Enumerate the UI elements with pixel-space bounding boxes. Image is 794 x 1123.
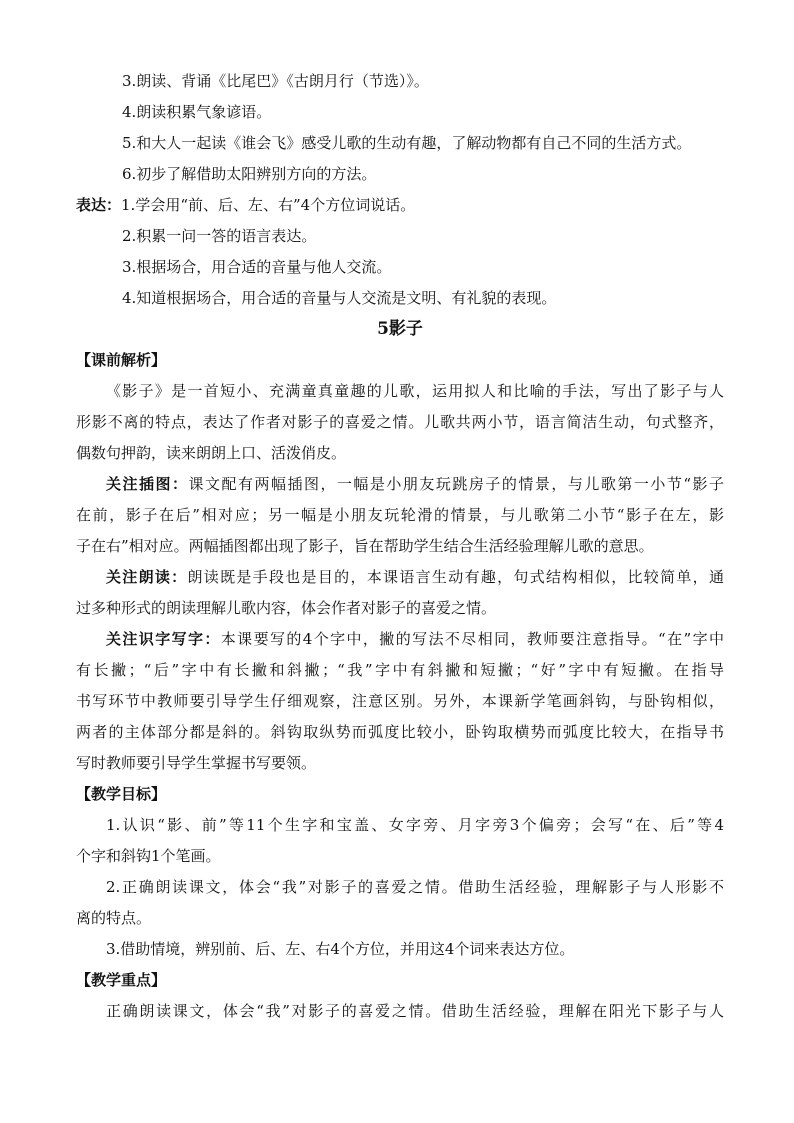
paragraph-line: 两者的主体部分都是斜的。斜钩取纵势而弧度比较小，卧钩取横势而弧度比较大，在指导书 [76, 723, 724, 741]
goal-line: 2.正确朗读课文，体会“我”对影子的喜爱之情。借助生活经验，理解影子与人形影不 [106, 878, 724, 896]
list-item: 6.初步了解借助太阳辨别方向的方法。 [122, 165, 377, 183]
paragraph-line: 过多种形式的朗读理解儿歌内容，体会作者对影子的喜爱之情。 [76, 599, 497, 617]
paragraph-line: 书写环节中教师要引导学生仔细观察，注意区别。另外，本课新学笔画斜钩，与卧钩相似， [76, 692, 724, 710]
paragraph-line: 子在右”相对应。两幅插图都出现了影子，旨在帮助学生结合生活经验理解儿歌的意思。 [76, 537, 654, 555]
paragraph-line: 有长撇；“后”字中有长撇和斜撇；“我”字中有斜撇和短撇；“好”字中有短撇。在指导 [76, 661, 724, 679]
paragraph-line: 《影子》是一首短小、充满童真童趣的儿歌，运用拟人和比喻的手法，写出了影子与人 [106, 382, 724, 400]
document-page [76, 66, 724, 1027]
focus-label: 关注朗读： [106, 568, 188, 586]
focus-label: 关注识字写字： [106, 630, 221, 648]
list-item: 4.朗读积累气象谚语。 [122, 103, 272, 121]
paragraph-line: 形影不离的特点，表达了作者对影子的喜爱之情。儿歌共两小节，语言简洁生动，句式整齐， [76, 413, 724, 431]
list-item: 3.根据场合，用合适的音量与他人交流。 [122, 258, 392, 276]
paragraph-line: 偶数句押韵，读来朗朗上口、活泼俏皮。 [76, 444, 347, 462]
paragraph-line: 关注插图：课文配有两幅插图，一幅是小朋友玩跳房子的情景，与儿歌第一小节“影子 [106, 475, 724, 493]
paragraph-line: 关注朗读：朗读既是手段也是目的，本课语言生动有趣，句式结构相似，比较简单，通 [106, 568, 724, 586]
list-item: 5.和大人一起读《谁会飞》感受儿歌的生动有趣，了解动物都有自己不同的生活方式。 [122, 134, 692, 152]
goal-line: 个字和斜钩1个笔画。 [76, 847, 221, 865]
section-heading: 【教学目标】 [76, 785, 167, 803]
paragraph-line: 正确朗读课文，体会“我”对影子的喜爱之情。借助生活经验，理解在阳光下影子与人 [106, 1002, 724, 1020]
goal-line: 3.借助情境，辨别前、后、左、右4个方位，并用这4个词来表达方位。 [106, 940, 575, 958]
paragraph-line: 写时教师要引导学生掌握书写要领。 [76, 754, 317, 772]
list-item: 2.积累一问一答的语言表达。 [122, 227, 317, 245]
list-item: 1.学会用“前、后、左、右”4个方位词说话。 [121, 196, 416, 214]
lesson-title: 5影子 [377, 319, 423, 339]
focus-label: 关注插图： [106, 475, 189, 493]
list-item: 4.知道根据场合，用合适的音量与人交流是文明、有礼貌的表现。 [122, 289, 557, 307]
goal-line: 离的特点。 [76, 909, 152, 927]
expression-line [76, 190, 724, 221]
paragraph-line: 在前，影子在后”相对应；另一幅是小朋友玩轮滑的情景，与儿歌第二小节“影子在左，影 [76, 506, 724, 524]
expression-label: 表达： [76, 196, 122, 214]
paragraph-line: 关注识字写字：本课要写的4个字中，撇的写法不尽相同，教师要注意指导。“在”字中 [106, 630, 724, 648]
goal-line: 1.认识“影、前”等11个生字和宝盖、女字旁、月字旁3个偏旁；会写“在、后”等4 [106, 816, 724, 834]
section-heading: 【课前解析】 [76, 351, 167, 369]
list-item: 3.朗读、背诵《比尾巴》《古朗月行（节选）》。 [122, 72, 429, 90]
section-heading: 【教学重点】 [76, 971, 167, 989]
